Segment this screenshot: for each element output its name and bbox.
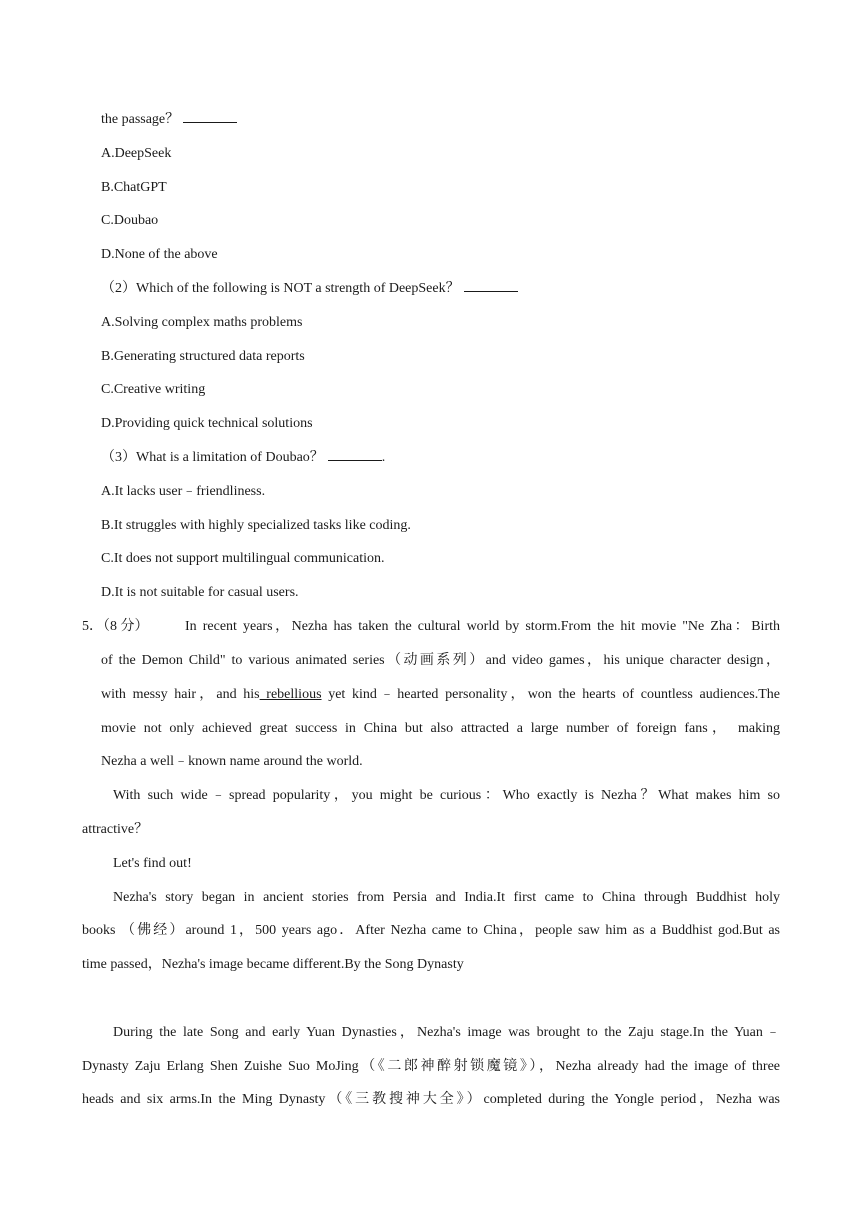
q5-para3: Let's find out! <box>113 856 192 871</box>
q4-1-option-a: A.DeepSeek <box>101 146 172 161</box>
q5-para5-line3: heads and six arms.In the Ming Dynasty（《三教搜神大全》）completed during the Yongle period，Nezha was <box>82 1092 780 1107</box>
q5-para1-line1: In recent years，Nezha has taken the cultural world by storm.From the hit movie "Ne Zha：Birth <box>185 619 780 634</box>
q4-1-option-b: B.ChatGPT <box>101 180 167 195</box>
answer-blank[interactable] <box>183 121 237 123</box>
q5-para1-line4: movie not only achieved great success in China but also attracted a large number of foreign fans， making <box>101 721 780 736</box>
q4-1-option-c: C.Doubao <box>101 213 159 228</box>
q4-1-stem-tail: the passage？ <box>101 111 237 129</box>
q5-para5-line1: During the late Song and early Yuan Dynasties，Nezha's image was brought to the Zaju stage.In the Yuan﹣ <box>113 1025 780 1040</box>
q5-number: 5．（8 分） <box>82 619 149 634</box>
q5-para1-line3: with messy hair，and his rebellious yet kind﹣hearted personality，won the hearts of countless audiences.The <box>101 687 780 702</box>
q4-2-option-c: C.Creative writing <box>101 382 206 397</box>
q4-2-option-a: A.Solving complex maths problems <box>101 315 303 330</box>
q4-3-option-a: A.It lacks user﹣friendliness. <box>101 484 266 499</box>
q5-para4-line3: time passed，Nezha's image became different.By the Song Dynasty <box>82 957 464 972</box>
q5-para2-line2: attractive？ <box>82 822 149 837</box>
q4-2-stem: （2）Which of the following is NOT a strength of DeepSeek？ <box>101 280 518 298</box>
q5-para1-line2: of the Demon Child" to various animated series（动画系列）and video games，his unique character design， <box>101 653 780 668</box>
q4-1-option-d: D.None of the above <box>101 247 218 262</box>
q5-para1-line5: Nezha a well﹣known name around the world. <box>101 754 363 769</box>
underlined-word: rebellious <box>259 687 322 702</box>
q4-3-stem: （3）What is a limitation of Doubao？ . <box>101 450 386 465</box>
q5-para4-line2: books （佛经）around 1，500 years ago．After Nezha came to China，people saw him as a Buddhist god.But as <box>82 923 780 938</box>
q4-3-option-c: C.It does not support multilingual communication. <box>101 551 385 566</box>
q4-2-option-b: B.Generating structured data reports <box>101 349 305 364</box>
answer-blank[interactable] <box>328 459 382 461</box>
answer-blank[interactable] <box>464 290 518 292</box>
q5-para5-line2: Dynasty Zaju Erlang Shen Zuishe Suo MoJing（《二郎神醉射锁魔镜》），Nezha already had the image of three <box>82 1059 780 1074</box>
q4-3-option-d: D.It is not suitable for casual users. <box>101 585 299 600</box>
q5-para4-line1: Nezha's story began in ancient stories from Persia and India.It first came to China through Buddhist holy <box>113 890 780 905</box>
q4-3-option-b: B.It struggles with highly specialized tasks like coding. <box>101 518 411 533</box>
q5-para2-line1: With such wide﹣spread popularity，you might be curious：Who exactly is Nezha？What makes him so <box>113 788 780 803</box>
q4-2-option-d: D.Providing quick technical solutions <box>101 416 313 431</box>
